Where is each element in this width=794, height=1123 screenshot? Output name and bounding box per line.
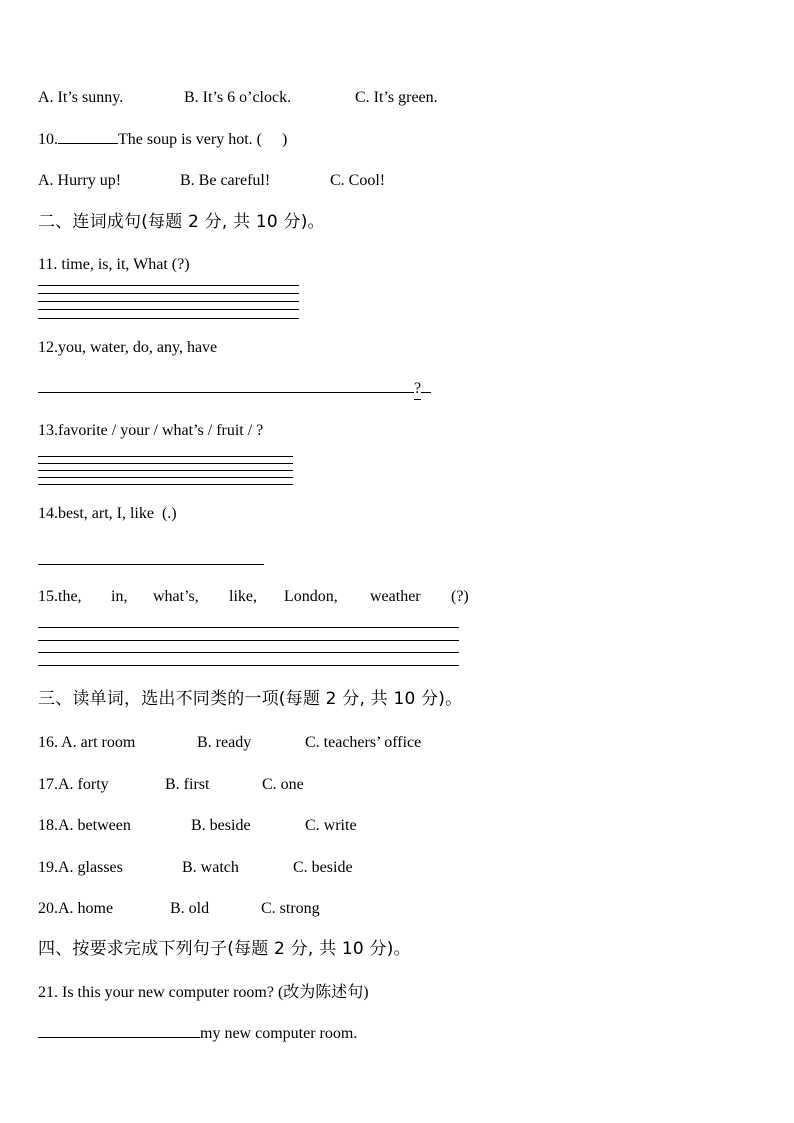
q15-answer-line-2[interactable] xyxy=(38,640,459,641)
q15-word-4: like, xyxy=(229,588,257,605)
section-2-heading: 二、连词成句(每题 2 分, 共 10 分)。 xyxy=(38,212,325,232)
q16-option-b: B. ready xyxy=(197,734,252,751)
q20-option-a: 20.A. home xyxy=(38,900,114,917)
section-3-heading: 三、读单词，选出不同类的一项(每题 2 分, 共 10 分)。 xyxy=(38,689,463,709)
q20-option-c: C. strong xyxy=(261,900,320,917)
q15-word-2: in, xyxy=(111,588,128,605)
q12-question-mark: ? xyxy=(414,379,421,400)
q12-answer xyxy=(38,379,431,400)
q13-answer-line-5[interactable] xyxy=(38,484,293,485)
q16-option-c: C. teachers’ office xyxy=(305,734,422,751)
q10-text: The soup is very hot. ( ) xyxy=(118,131,288,148)
q11-answer-line-1[interactable] xyxy=(38,285,299,286)
q21-answer-tail: my new computer room. xyxy=(200,1025,358,1042)
q14-question: 14.best, art, I, like (.) xyxy=(38,505,177,522)
q14-answer-line[interactable] xyxy=(38,564,264,565)
q9-option-a: A. It’s sunny. xyxy=(38,89,124,106)
q18-option-c: C. write xyxy=(305,817,357,834)
q21-answer xyxy=(38,1024,357,1044)
q15-answer-line-1[interactable] xyxy=(38,627,459,628)
q19-option-a: 19.A. glasses xyxy=(38,859,123,876)
q9-option-b: B. It’s 6 o’clock. xyxy=(184,89,292,106)
q11-question: 11. time, is, it, What (?) xyxy=(38,256,190,273)
q10-blank[interactable] xyxy=(58,143,118,144)
q16-option-a: 16. A. art room xyxy=(38,734,136,751)
q15-word-3: what’s, xyxy=(153,588,199,605)
q10-option-a: A. Hurry up! xyxy=(38,172,122,189)
q11-answer-line-5[interactable] xyxy=(38,318,299,319)
q13-answer-line-3[interactable] xyxy=(38,470,293,471)
q13-answer-line-4[interactable] xyxy=(38,477,293,478)
q13-answer-line-1[interactable] xyxy=(38,456,293,457)
q18-option-a: 18.A. between xyxy=(38,817,131,834)
q17-option-b: B. first xyxy=(165,776,210,793)
q13-answer-line-2[interactable] xyxy=(38,463,293,464)
q15-answer-line-3[interactable] xyxy=(38,652,459,653)
q9-option-c: C. It’s green. xyxy=(355,89,438,106)
q18-option-b: B. beside xyxy=(191,817,251,834)
q21-answer-blank[interactable] xyxy=(38,1037,200,1038)
q15-word-6: weather xyxy=(370,588,421,605)
q11-answer-line-4[interactable] xyxy=(38,309,299,310)
q10-question xyxy=(38,130,287,150)
q11-answer-line-2[interactable] xyxy=(38,293,299,294)
q20-option-b: B. old xyxy=(170,900,210,917)
q21-question: 21. Is this your new computer room? (改为陈述句) xyxy=(38,984,369,1001)
q11-answer-line-3[interactable] xyxy=(38,301,299,302)
q15-word-5: London, xyxy=(284,588,338,605)
q15-word-7: (?) xyxy=(451,588,469,605)
q15-word-1: 15.the, xyxy=(38,588,82,605)
q12-question: 12.you, water, do, any, have xyxy=(38,339,218,356)
q13-question: 13.favorite / your / what’s / fruit / ? xyxy=(38,422,264,439)
q10-option-b: B. Be careful! xyxy=(180,172,271,189)
q17-option-a: 17.A. forty xyxy=(38,776,109,793)
q19-option-b: B. watch xyxy=(182,859,239,876)
q12-answer-line[interactable] xyxy=(38,392,414,393)
q12-answer-line-end xyxy=(421,392,431,393)
q19-option-c: C. beside xyxy=(293,859,353,876)
section-4-heading: 四、按要求完成下列句子(每题 2 分, 共 10 分)。 xyxy=(38,939,411,959)
q10-option-c: C. Cool! xyxy=(330,172,386,189)
q10-number: 10. xyxy=(38,131,58,148)
q15-answer-line-4[interactable] xyxy=(38,665,459,666)
q17-option-c: C. one xyxy=(262,776,304,793)
